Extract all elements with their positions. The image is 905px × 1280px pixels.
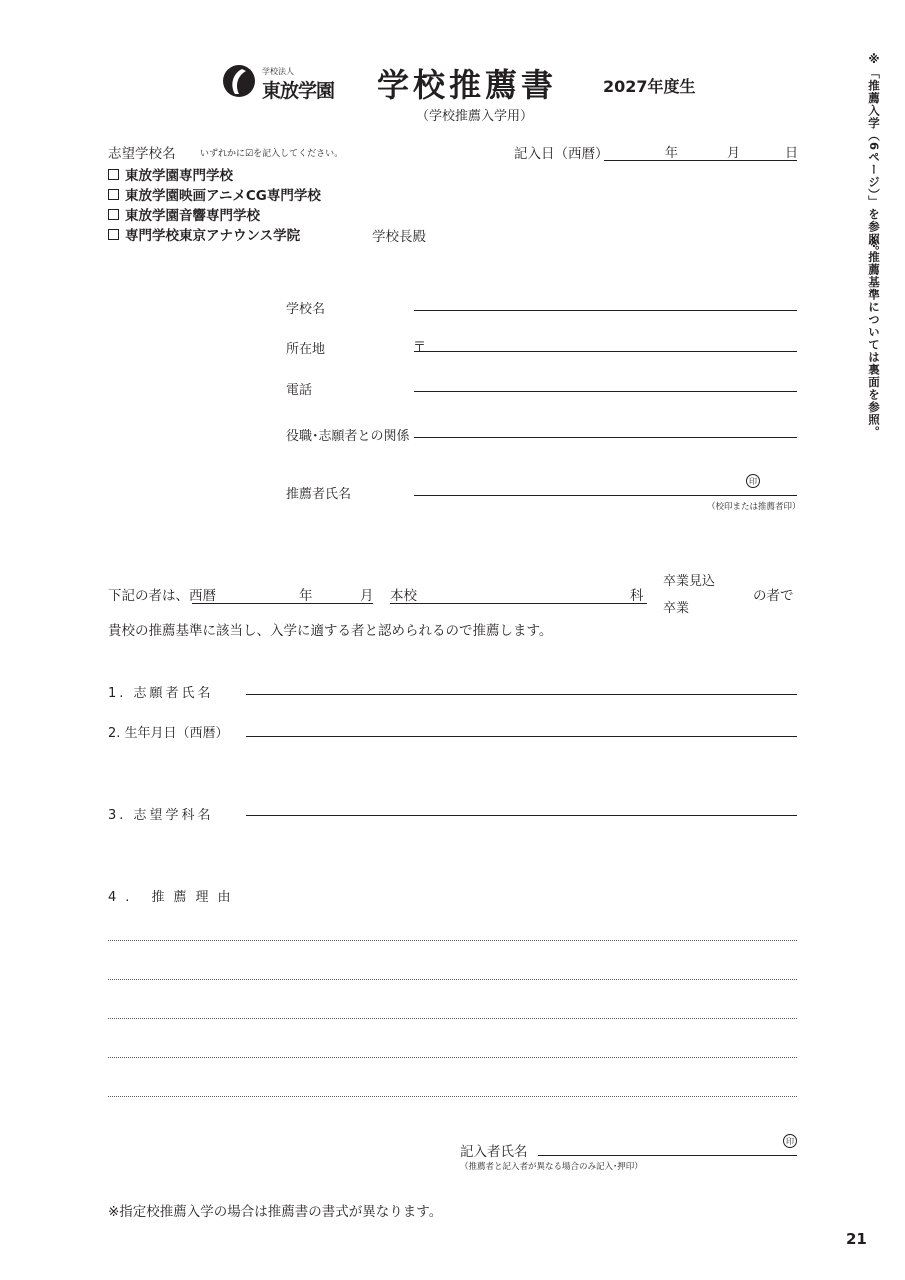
checkbox[interactable]	[108, 189, 119, 200]
addressee: 学校長殿	[372, 229, 426, 245]
applicant-name-label: 1. 志願者氏名	[108, 686, 214, 701]
year-label: 2027年度生	[603, 77, 696, 96]
statement-school: 本校	[390, 588, 417, 604]
writer-note: （推薦者と記入者が異なる場合のみ記入･押印）	[460, 1162, 643, 1172]
logo-name: 東放学園	[262, 80, 335, 102]
label-text: 卒業見込	[663, 574, 716, 589]
recommender-name-field[interactable]	[414, 495, 797, 496]
school-name-label	[286, 298, 396, 317]
course-field[interactable]	[390, 603, 647, 604]
school-option-label: 東放学園専門学校	[125, 168, 233, 184]
address-field[interactable]	[414, 351, 797, 352]
statement-line2: 貴校の推薦基準に該当し、入学に適する者と認められるので推薦します。	[108, 623, 553, 639]
school-option-1[interactable]	[108, 164, 233, 184]
status-expected[interactable]	[663, 570, 739, 589]
label-text: 学校名	[286, 302, 326, 317]
status-graduated[interactable]	[663, 597, 739, 616]
checkbox[interactable]	[108, 229, 119, 240]
entry-date-month: 月	[727, 146, 741, 161]
phone-field[interactable]	[414, 391, 797, 392]
checkbox[interactable]	[108, 169, 119, 180]
desired-course-label: 3. 志望学科名	[108, 808, 214, 823]
label-text: 推薦者氏名	[286, 487, 352, 502]
recommendation-reason-label: 4. 推薦理由	[108, 890, 240, 905]
statement-year: 年	[299, 588, 313, 604]
logo-small-text: 学校法人	[262, 67, 294, 76]
entry-date-label: 記入日（西暦）	[514, 146, 609, 162]
page-number: 21	[846, 1230, 867, 1248]
statement-prefix: 下記の者は、西暦	[108, 588, 216, 604]
statement-course: 科	[630, 588, 644, 604]
reason-line-5[interactable]	[108, 1096, 797, 1097]
target-instruction: いずれかに☑を記入してください。	[200, 149, 344, 159]
seal-note: （校印または推薦者印）	[707, 502, 801, 512]
reason-line-1[interactable]	[108, 940, 797, 941]
toho-gakuen-logo-icon	[222, 64, 256, 98]
reason-line-4[interactable]	[108, 1057, 797, 1058]
school-name-field[interactable]	[414, 310, 797, 311]
graduation-date-field[interactable]	[192, 603, 373, 604]
label-text: 所在地	[286, 342, 326, 357]
statement-month: 月	[360, 588, 374, 604]
document-subtitle: （学校推薦入学用）	[416, 109, 534, 124]
reason-line-3[interactable]	[108, 1018, 797, 1019]
school-option-label: 東放学園映画アニメCG専門学校	[125, 188, 321, 204]
label-text: 電話	[286, 383, 313, 398]
footer-note: ※指定校推薦入学の場合は推薦書の書式が異なります。	[108, 1204, 443, 1220]
desired-course-field[interactable]	[246, 815, 797, 816]
entry-date-year: 年	[665, 146, 679, 161]
reason-line-2[interactable]	[108, 979, 797, 980]
phone-label	[286, 379, 396, 398]
checkbox[interactable]	[108, 209, 119, 220]
side-note-criteria: ※推薦基準については裏面を参照。	[867, 236, 881, 439]
entry-date-field[interactable]	[604, 160, 797, 161]
school-option-label: 東放学園音響専門学校	[125, 208, 260, 224]
school-option-2[interactable]	[108, 184, 321, 204]
side-note-reference: ※「推薦入学（6ページ）」を参照。	[867, 52, 881, 258]
birthdate-field[interactable]	[246, 736, 797, 737]
statement-suffix: の者で	[753, 588, 794, 604]
school-option-4[interactable]	[108, 224, 300, 244]
position-label: 役職･志願者との関係	[286, 429, 410, 444]
label-text: 卒業	[663, 601, 690, 616]
document-title: 学校推薦書	[377, 66, 558, 104]
school-option-label: 専門学校東京アナウンス学院	[125, 228, 301, 244]
birthdate-label: 2. 生年月日（西暦）	[108, 726, 229, 741]
writer-name-label: 記入者氏名	[460, 1144, 528, 1160]
postal-mark: 〒	[413, 340, 427, 355]
seal-icon: 印	[746, 474, 760, 488]
target-school-label: 志望学校名	[108, 146, 176, 162]
applicant-name-field[interactable]	[246, 694, 797, 695]
recommender-name-label	[286, 483, 396, 502]
writer-name-field[interactable]	[538, 1155, 797, 1156]
entry-date-day: 日	[785, 146, 799, 161]
school-option-3[interactable]	[108, 204, 260, 224]
writer-seal-icon: 印	[783, 1134, 797, 1148]
position-field[interactable]	[414, 437, 797, 438]
address-label	[286, 338, 396, 357]
